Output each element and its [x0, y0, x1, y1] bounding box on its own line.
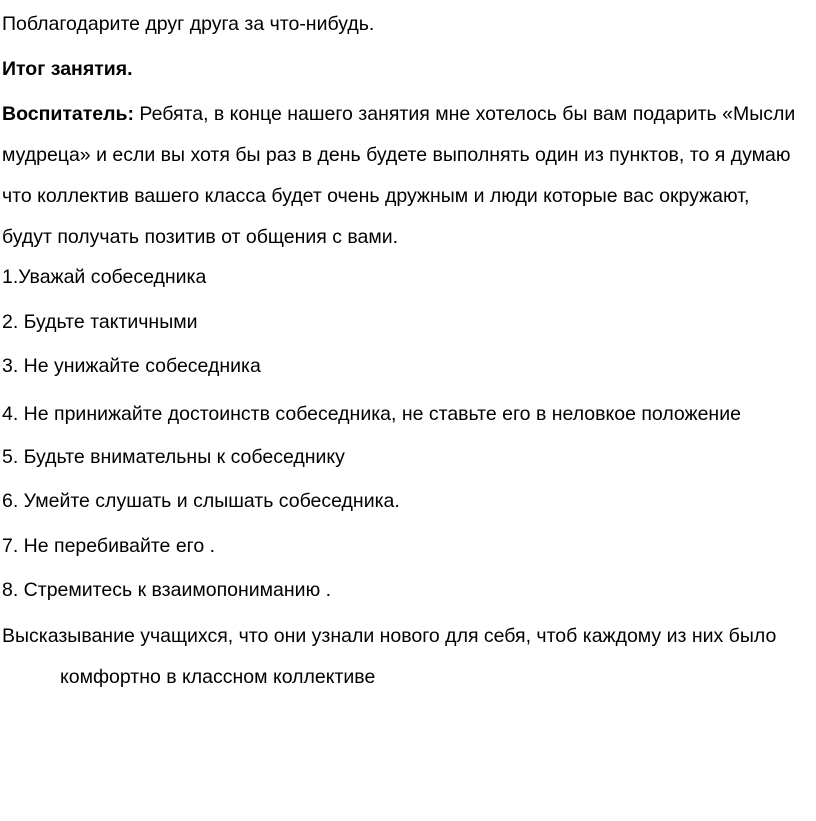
teacher-text: Ребята, в конце нашего занятия мне хотелось бы вам подарить «Мысли мудреца» и если вы хотя бы раз в день будете выполнять один из пунктов, то я думаю что коллектив вашего класса будет очень дружным и люди которые вас окружают, будут получать позитив от общения с вами.	[2, 103, 796, 248]
closing-paragraph: Высказывание учащихся, что они узнали нового для себя, чтоб каждому из них было комфортно в классном коллективе	[2, 624, 777, 688]
rule-item: 8. Стремитесь к взаимопониманию .	[2, 579, 332, 601]
rule-item: 5. Будьте внимательны к собеседнику	[2, 445, 345, 468]
teacher-paragraph	[2, 94, 802, 258]
teacher-label: Воспитатель:	[2, 103, 135, 125]
summary-heading: Итог занятия.	[2, 57, 133, 80]
rule-item: 7. Не перебивайте его .	[2, 534, 216, 557]
intro-line: Поблагодарите друг друга за что-нибудь.	[2, 13, 375, 35]
rule-item: 3. Не унижайте собеседника	[2, 355, 261, 377]
rule-item: 2. Будьте тактичными	[2, 310, 198, 333]
rule-item: 6. Умейте слушать и слышать собеседника.	[2, 490, 400, 512]
rule-item: 1.Уважай собеседника	[2, 266, 207, 288]
rule-item: 4. Не принижайте достоинств собеседника, не ставьте его в неловкое положение	[2, 402, 741, 425]
rules-list	[2, 258, 812, 616]
document-page	[2, 5, 812, 698]
